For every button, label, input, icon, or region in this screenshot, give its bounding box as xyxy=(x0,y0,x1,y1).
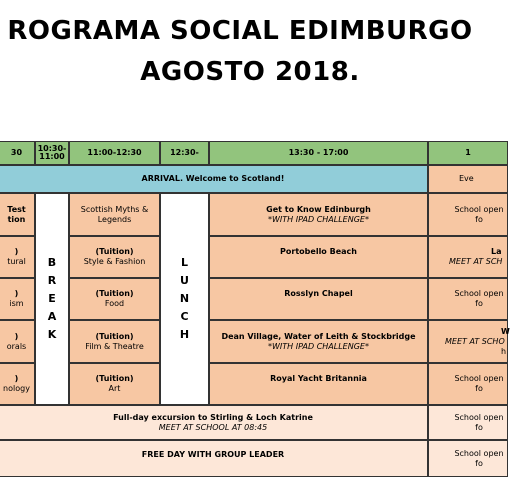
break-letter-3: E xyxy=(48,292,56,305)
morning-cell-5: (Tuition) Art xyxy=(69,363,160,405)
header-time-5: 13:30 - 17:00 xyxy=(209,141,428,165)
morning-cell-2: (Tuition) Style & Fashion xyxy=(69,236,160,278)
left-cell-2: ) tural xyxy=(0,236,35,278)
header-time-2: 10:30-11:00 xyxy=(35,141,69,165)
lunch-column xyxy=(160,193,209,405)
left-cell-4: ) orals xyxy=(0,320,35,363)
lunch-letter-3: N xyxy=(179,292,190,305)
lunch-letter-1: L xyxy=(180,256,188,269)
free-day-right: School open fo xyxy=(428,440,508,477)
page-title: ROGRAMA SOCIAL EDIMBURGO xyxy=(7,16,473,46)
afternoon-cell-5: Royal Yacht Britannia xyxy=(209,363,428,405)
right-cell-2: La MEET AT SCH xyxy=(428,236,508,278)
excursion-row: Full-day excursion to Stirling & Loch Katrine MEET AT SCHOOL AT 08:45 xyxy=(0,405,428,440)
morning-cell-1: Scottish Myths & Legends xyxy=(69,193,160,236)
left-cell-5: ) nology xyxy=(0,363,35,405)
morning-cell-3: (Tuition) Food xyxy=(69,278,160,320)
left-cell-1: Test tion xyxy=(0,193,35,236)
lunch-letter-4: C xyxy=(180,310,189,323)
right-cell-5: School open fo xyxy=(428,363,508,405)
lunch-letter-2: U xyxy=(180,274,189,287)
excursion-right: School open fo xyxy=(428,405,508,440)
break-letter-1: B xyxy=(47,256,57,269)
header-time-1: 30 xyxy=(0,141,35,165)
header-time-3: 11:00-12:30 xyxy=(69,141,160,165)
lunch-letter-5: H xyxy=(179,328,190,341)
right-cell-4: W MEET AT SCHO h xyxy=(428,320,508,363)
arrival-row: ARRIVAL. Welcome to Scotland! xyxy=(0,165,428,193)
page-subtitle: AGOSTO 2018. xyxy=(140,57,360,87)
right-cell-3: School open fo xyxy=(428,278,508,320)
afternoon-cell-4: Dean Village, Water of Leith & Stockbridge *WITH IPAD CHALLENGE* xyxy=(209,320,428,363)
morning-cell-4: (Tuition) Film & Theatre xyxy=(69,320,160,363)
break-letter-2: R xyxy=(47,274,57,287)
break-letter-5: K xyxy=(47,328,57,341)
break-letter-4: A xyxy=(47,310,57,323)
right-cell-1: School open fo xyxy=(428,193,508,236)
header-time-6: 1 xyxy=(428,141,508,165)
afternoon-cell-2: Portobello Beach xyxy=(209,236,428,278)
arrival-right: Eve xyxy=(428,165,508,193)
header-time-4: 12:30- xyxy=(160,141,209,165)
afternoon-cell-3: Rosslyn Chapel xyxy=(209,278,428,320)
free-day-row: FREE DAY WITH GROUP LEADER xyxy=(0,440,428,477)
left-cell-3: ) ism xyxy=(0,278,35,320)
break-column xyxy=(35,193,69,405)
afternoon-cell-1: Get to Know Edinburgh *WITH IPAD CHALLENGE* xyxy=(209,193,428,236)
